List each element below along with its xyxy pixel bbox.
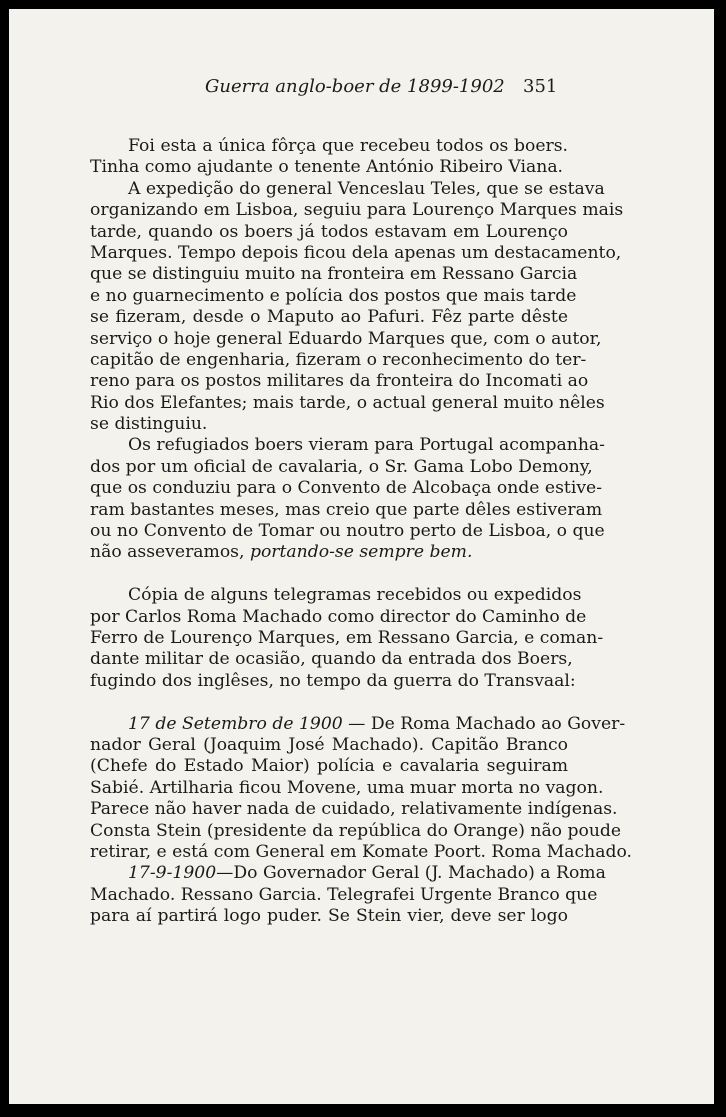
line-text: que os conduziu para o Convento de Alcobaça onde estive- [90,478,603,499]
line-text: ou no Convento de Tomar ou noutro perto de Lisboa, o que [90,521,605,542]
text-line [90,820,622,842]
text-line [90,756,568,777]
text-line [90,627,604,649]
text-line [90,285,577,307]
line-text: capitão de engenharia, fizeram o reconhecimento do ter- [90,349,587,370]
line-text: se fizeram, desde o Maputo ao Pafuri. Fêz parte dêste [90,307,568,328]
text-line [90,200,624,221]
line-text: ram bastantes meses, mas creio que parte dêles estiveram [90,499,603,520]
text-line [90,670,576,692]
line-text: Cópia de alguns telegramas recebidos ou expedidos [128,585,582,606]
running-title: Guerra anglo-boer de 1899-1902 [205,76,505,97]
text-line [90,735,568,756]
line-text: tarde, quando os boers já todos estavam em Lourenço [90,221,568,242]
line-text: A expedição do general Venceslau Teles, que se estava [128,178,605,199]
line-text: Tinha como ajudante o tenente António Ribeiro Viana. [90,157,564,178]
text-line [90,371,589,392]
text-line [90,499,603,521]
line-text: — De Roma Machado ao Gover- [342,713,626,734]
text-line [90,456,593,478]
line-text: Marques. Tempo depois ficou dela apenas um destacamento, [90,242,622,263]
text-line [90,435,605,456]
text-line [90,521,605,542]
line-text: serviço o hoje general Eduardo Marques que, com o autor, [90,328,602,349]
paragraph-gap [90,692,568,713]
text-line [90,222,568,243]
text-line [90,884,598,906]
text-line [90,307,568,328]
line-text: organizando em Lisboa, seguiu para Lourenço Marques mais [90,200,624,221]
text-line [90,414,568,435]
text-line [90,478,603,499]
page-header [9,76,714,106]
text-line [90,264,578,285]
text-line [90,178,605,200]
line-text: dante militar de ocasião, quando da entrada dos Boers, [90,649,573,670]
line-text: Ferro de Lourenço Marques, em Ressano Garcia, e coman- [90,627,604,648]
line-text: dos por um oficial de cavalaria, o Sr. Gama Lobo Demony, [90,456,593,477]
line-text: fugindo dos inglêses, no tempo da guerra do Transvaal: [90,670,576,691]
paragraph-gap [90,564,568,585]
text-line [90,713,626,735]
line-text: por Carlos Roma Machado como director do Caminho de [90,606,587,627]
text-line [90,392,605,414]
line-text: Sabié. Artilharia ficou Movene, uma muar morta no vagon. [90,777,604,798]
line-text: para aí partirá logo puder. Se Stein vier, deve ser logo [90,906,568,927]
text-line [90,649,573,670]
page-number: 351 [523,76,558,97]
body-text [90,136,633,927]
text-line [90,606,587,628]
text-line [90,863,606,884]
text-line [90,349,587,371]
text-line [90,136,568,157]
line-text: não asseveramos, [90,542,250,563]
line-text: retirar, e está com General em Komate Poort. Roma Machado. [90,841,633,862]
line-text: e no guarnecimento e polícia dos postos que mais tarde [90,285,577,306]
line-text: Machado. Ressano Garcia. Telegrafei Urgente Branco que [90,884,598,905]
line-text: que se distinguiu muito na fronteira em Ressano Garcia [90,264,578,285]
text-line [90,585,582,606]
text-line [90,242,622,264]
line-text: Rio dos Elefantes; mais tarde, o actual general muito nêles [90,392,605,413]
line-text: nador Geral (Joaquim José Machado). Capitão Branco [90,734,568,755]
line-text: Consta Stein (presidente da república do Orange) não poude [90,820,622,841]
line-text: se distinguiu. [90,414,208,435]
italic-phrase: portando-se sempre bem. [249,542,473,563]
book-page [9,9,714,1104]
text-line [90,328,602,350]
telegram-date: 17-9-1900 [128,863,217,884]
text-line [90,157,568,178]
text-line [90,906,568,927]
line-text: Os refugiados boers vieram para Portugal acompanha- [128,435,605,456]
line-text: Foi esta a única fôrça que recebeu todos os boers. [128,136,568,156]
text-line [90,542,568,563]
line-text: (Chefe do Estado Maior) polícia e cavalaria seguiram [90,756,568,777]
text-line [90,841,633,863]
line-text: Parece não haver nada de cuidado, relativamente indígenas. [90,799,618,820]
text-line [90,777,604,799]
telegram-date: 17 de Setembro de 1900 [128,713,343,734]
line-text: —Do Governador Geral (J. Machado) a Roma [216,863,606,884]
line-text: reno para os postos militares da fronteira do Incomati ao [90,371,589,392]
text-line [90,799,618,820]
